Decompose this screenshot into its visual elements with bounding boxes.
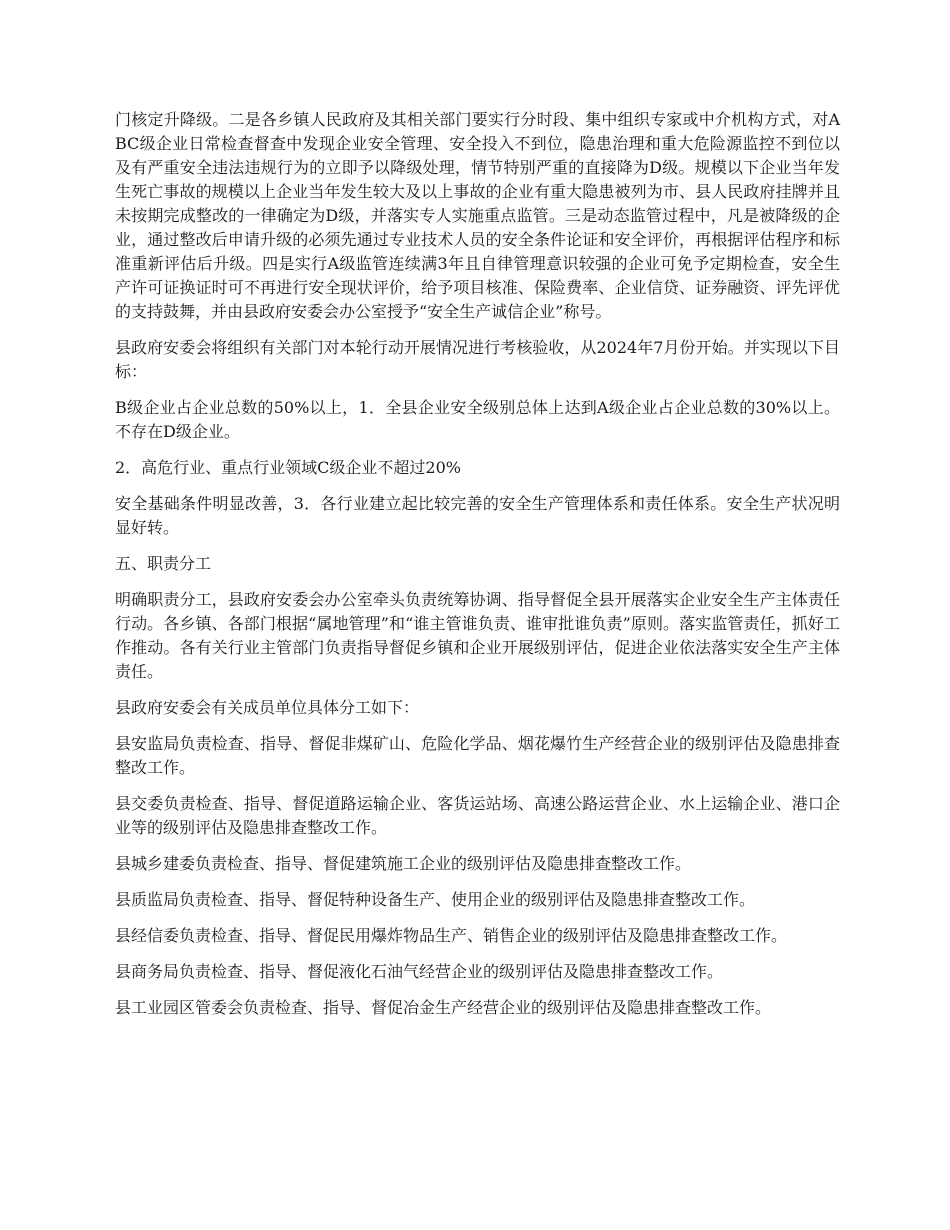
- section-heading-duties: 五、职责分工: [115, 554, 212, 573]
- paragraph-economy-committee: 县经信委负责检查、指导、督促民用爆炸物品生产、销售企业的级别评估及隐患排查整改工作。: [115, 926, 788, 945]
- document-page: [115, 108, 840, 1032]
- paragraph-commerce-bureau: 县商务局负责检查、指导、督促液化石油气经营企业的级别评估及隐患排查整改工作。: [115, 962, 724, 981]
- paragraph-transport-committee: 县交委负责检查、指导、督促道路运输企业、客货运站场、高速公路运营企业、水上运输企业、港口企业等的级别评估及隐患排查整改工作。: [115, 794, 840, 837]
- paragraph-quality-bureau: 县质监局负责检查、指导、督促特种设备生产、使用企业的级别评估及隐患排查整改工作。: [115, 890, 756, 909]
- paragraph-safety-bureau: 县安监局负责检查、指导、督促非煤矿山、危险化学品、烟花爆竹生产经营企业的级别评估及隐患排查整改工作。: [115, 734, 840, 777]
- paragraph-industrial-park: 县工业园区管委会负责检查、指导、督促冶金生产经营企业的级别评估及隐患排查整改工作。: [115, 998, 772, 1017]
- paragraph-goal-2: 2．高危行业、重点行业领域C级企业不超过20%: [115, 458, 461, 477]
- paragraph-acceptance: 县政府安委会将组织有关部门对本轮行动开展情况进行考核验收，从2024年7月份开始。并实现以下目标：: [115, 338, 840, 381]
- paragraph-division-intro: 县政府安委会有关成员单位具体分工如下：: [115, 698, 420, 717]
- paragraph-duties-overview: 明确职责分工，县政府安委会办公室牵头负责统筹协调、指导督促全县开展落实企业安全生产主体责任行动。各乡镇、各部门根据“属地管理”和“谁主管谁负责、谁审批谁负责”原则。落实监管责任，抓好工作推动。各有关行业主管部门负责指导督促乡镇和企业开展级别评估，促进企业依法落实安全生产主体责任。: [115, 590, 840, 681]
- paragraph-construction-committee: 县城乡建委负责检查、指导、督促建筑施工企业的级别评估及隐患排查整改工作。: [115, 854, 692, 873]
- paragraph-goal-3: 安全基础条件明显改善，3．各行业建立起比较完善的安全生产管理体系和责任体系。安全生产状况明显好转。: [115, 494, 840, 537]
- paragraph-goal-1: B级企业占企业总数的50%以上，1．全县企业安全级别总体上达到A级企业占企业总数的30%以上。不存在D级企业。: [115, 398, 840, 441]
- paragraph-grading-rules: 门核定升降级。二是各乡镇人民政府及其相关部门要实行分时段、集中组织专家或中介机构方式，对ABC级企业日常检查督查中发现企业安全管理、安全投入不到位，隐患治理和重大危险源监控不到位以及有严重安全违法违规行为的立即予以降级处理，情节特别严重的直接降为D级。规模以下企业当年发生死亡事故的规模以上企业当年发生较大及以上事故的企业有重大隐患被列为市、县人民政府挂牌并且未按期完成整改的一律确定为D级，并落实专人实施重点监管。三是动态监管过程中，凡是被降级的企业，通过整改后申请升级的必须先通过专业技术人员的安全条件论证和安全评价，再根据评估程序和标准重新评估后升级。四是实行A级监管连续满3年且自律管理意识较强的企业可免予定期检查，安全生产许可证换证时可不再进行安全现状评价，给予项目核准、保险费率、企业信贷、证券融资、评先评优的支持鼓舞，并由县政府安委会办公室授予“安全生产诚信企业”称号。: [115, 110, 840, 321]
